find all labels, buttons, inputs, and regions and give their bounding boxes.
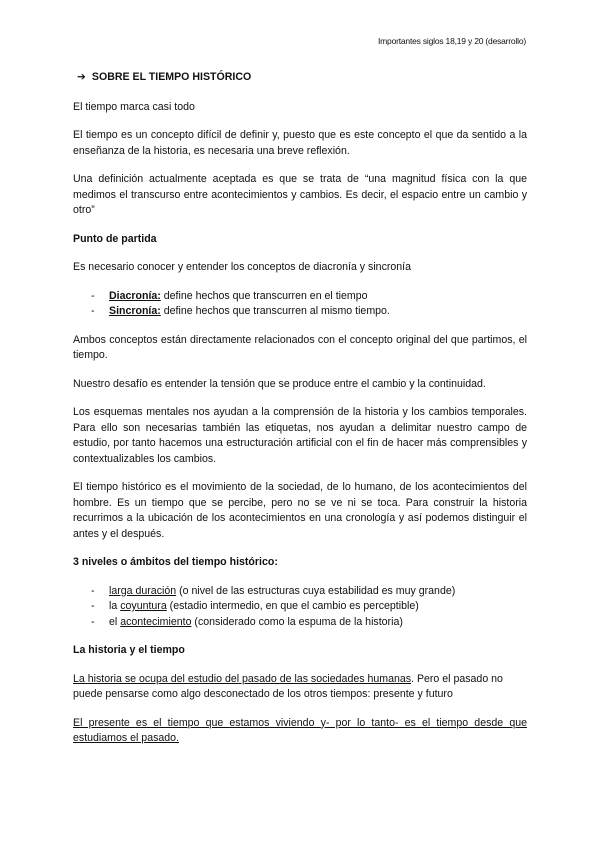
term-definition: define hechos que transcurren al mismo tiempo. xyxy=(160,305,390,317)
paragraph-2: El tiempo es un concepto difícil de definir y, puesto que es este concepto el que da sentido a la enseñanza de la historia, es necesaria una breve reflexión. xyxy=(73,129,527,157)
dash-bullet: - xyxy=(91,615,95,628)
list-item xyxy=(73,289,527,305)
term-definition: define hechos que transcurren en el tiempo xyxy=(160,289,368,302)
level-prefix: la xyxy=(109,600,121,612)
paragraph-7: Los esquemas mentales nos ayudan a la comprensión de la historia y los cambios temporales. Para ello son necesarias también las etiquetas, nos ayudan a delimitar nuestro campo de estudio, por tanto hacemos una estructuración artificial con el fin de hacer más comprensibles y contextualizables los cambios. xyxy=(73,406,527,465)
paragraph-1: El tiempo marca casi todo xyxy=(73,100,195,113)
list-item xyxy=(73,615,527,631)
dash-bullet: - xyxy=(91,305,95,317)
level-description: (considerado como la espuma de la historia) xyxy=(191,615,403,628)
level-description: (estadio intermedio, en que el cambio es perceptible) xyxy=(166,600,419,612)
arrow-right-icon: ➔ xyxy=(77,71,86,83)
level-term: coyuntura xyxy=(120,600,167,612)
concepts-list xyxy=(73,289,527,320)
level-term: larga duración xyxy=(109,584,177,597)
levels-list xyxy=(73,584,527,631)
paragraph-10: El presente es el tiempo que estamos viviendo y- por lo tanto- es el tiempo desde que estudiamos el pasado. xyxy=(73,716,527,744)
heading-niveles: 3 niveles o ámbitos del tiempo histórico: xyxy=(73,556,278,568)
term-sincronia: Sincronía: xyxy=(109,305,161,317)
dash-bullet: - xyxy=(91,584,95,597)
list-item xyxy=(73,599,527,615)
section-title xyxy=(73,70,527,86)
page-header: Importantes siglos 18,19 y 20 (desarrollo) xyxy=(378,36,526,46)
heading-historia-tiempo: La historia y el tiempo xyxy=(73,644,185,656)
paragraph-5: Ambos conceptos están directamente relacionados con el concepto original del que partimos, el tiempo. xyxy=(73,333,527,361)
underlined-statement: La historia se ocupa del estudio del pasado de las sociedades humanas xyxy=(73,672,412,685)
paragraph-6: Nuestro desafío es entender la tensión que se produce entre el cambio y la continuidad. xyxy=(73,377,486,390)
section-title-text: SOBRE EL TIEMPO HISTÓRICO xyxy=(91,71,252,83)
term-diacronia: Diacronía: xyxy=(109,289,161,302)
dash-bullet: - xyxy=(91,289,95,302)
level-description: (o nivel de las estructuras cuya estabilidad es muy grande) xyxy=(176,584,456,597)
paragraph-9 xyxy=(73,672,527,703)
document-body xyxy=(73,70,527,760)
list-item xyxy=(73,584,527,600)
paragraph-4: Es necesario conocer y entender los conceptos de diacronía y sincronía xyxy=(73,261,412,273)
level-prefix: el xyxy=(109,615,121,628)
level-term: acontecimiento xyxy=(120,615,192,628)
heading-punto-de-partida: Punto de partida xyxy=(73,232,157,245)
paragraph-8: El tiempo histórico es el movimiento de la sociedad, de lo humano, de los acontecimientos del hombre. Es un tiempo que se percibe, pero no se ve ni se toca. Para construir la historia recurrimos a la ubicación de los acontecimientos en una cronología y así podemos distinguir el antes y el después. xyxy=(73,481,527,540)
paragraph-9-rest: . Pero el pasado no puede pensarse como algo desconectado de los otros tiempos: presente y futuro xyxy=(73,672,503,700)
paragraph-3: Una definición actualmente aceptada es que se trata de “una magnitud física con la que medimos el transcurso entre acontecimientos y cambios. Es decir, el espacio entre un cambio y otro” xyxy=(73,173,527,216)
list-item xyxy=(73,304,527,320)
dash-bullet: - xyxy=(91,600,95,612)
